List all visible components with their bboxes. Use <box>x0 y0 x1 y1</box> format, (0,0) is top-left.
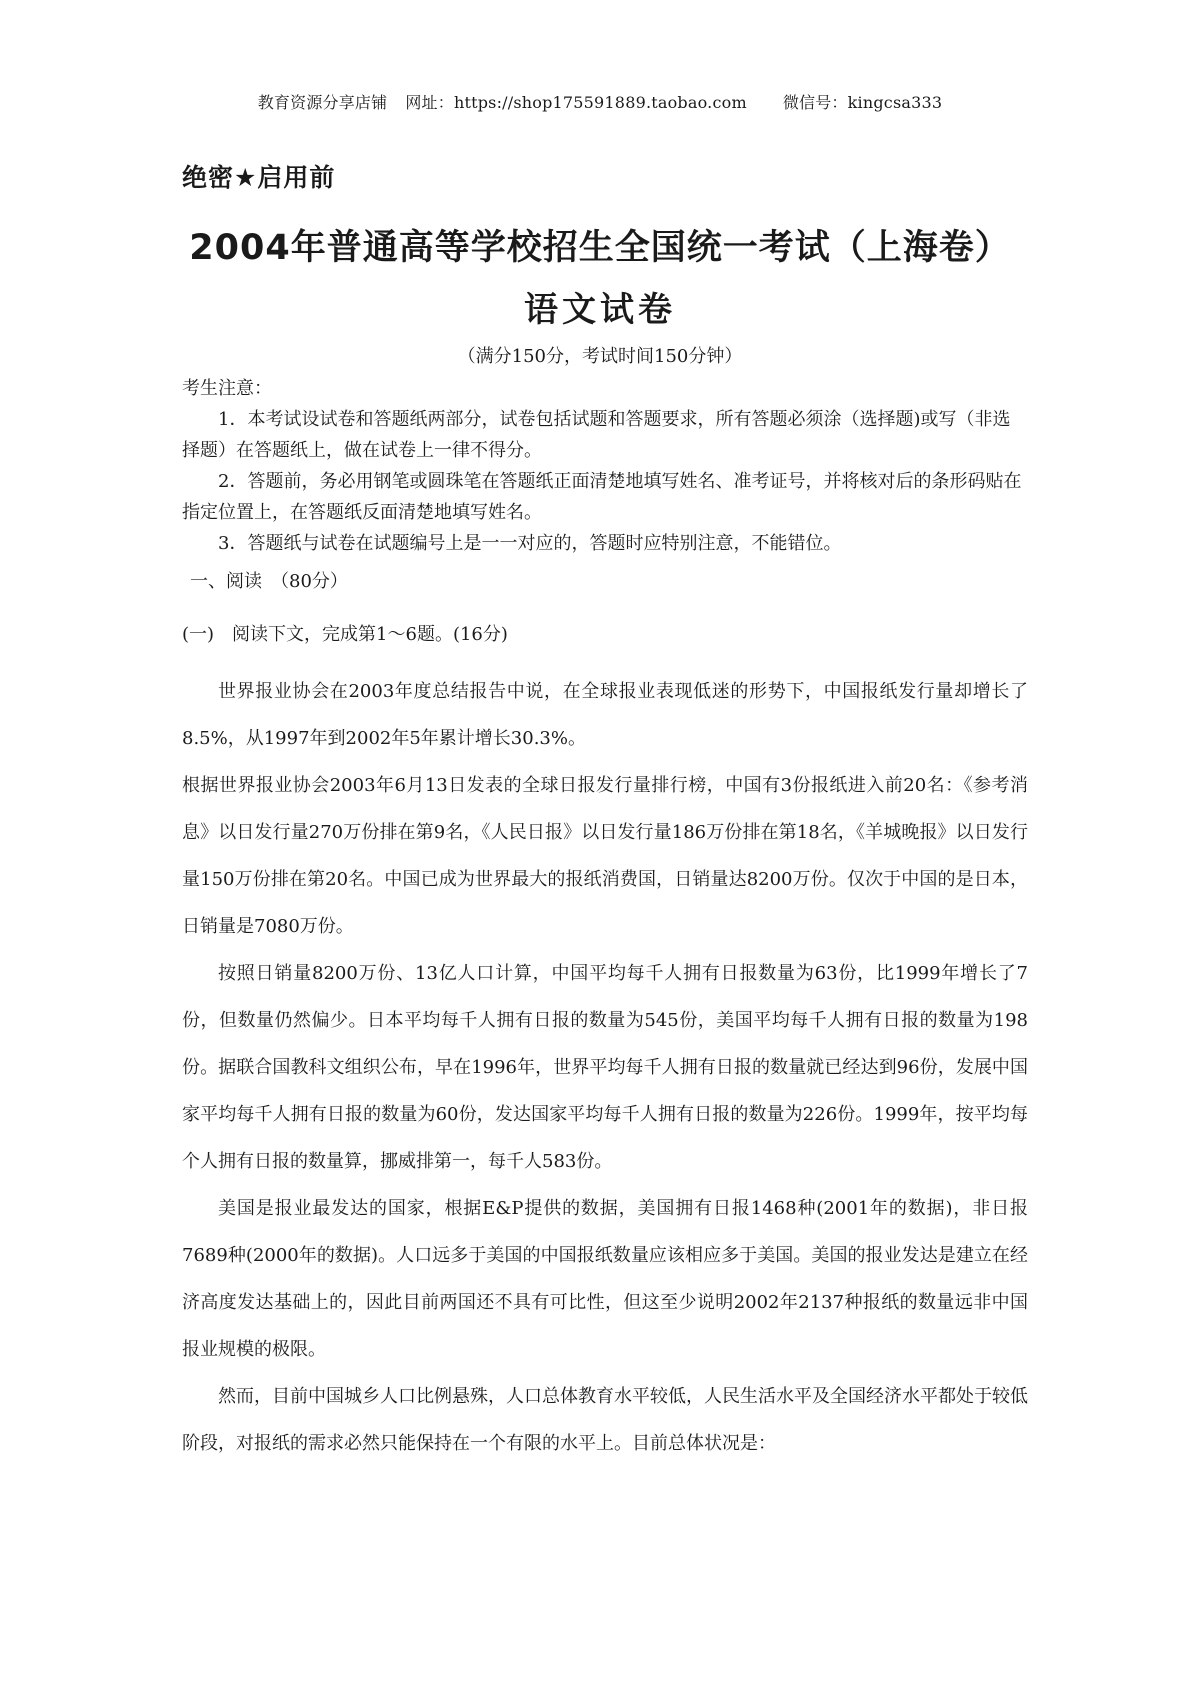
wechat-label: 微信号： <box>782 93 848 112</box>
paragraph-5: 然而，目前中国城乡人口比例悬殊，人口总体教育水平较低，人民生活水平及全国经济水平都处于较低阶段，对报纸的需求必然只能保持在一个有限的水平上。目前总体状况是： <box>182 1386 1028 1454</box>
paragraph-4: 美国是报业最发达的国家，根据E&P提供的数据，美国拥有日报1468种(2001年的数据)，非日报7689种(2000年的数据)。人口远多于美国的中国报纸数量应该相应多于美国。美国的报业发达是建立在经济高度发达基础上的，因此目前两国还不具有可比性，但这至少说明2002年2137种报纸的数量远非中国报业规模的极限。 <box>182 1198 1028 1360</box>
reading-passage <box>182 668 1028 1467</box>
score-note: （满分150分，考试时间150分钟） <box>457 346 743 367</box>
section-heading: 一、阅读 （80分） <box>190 571 348 592</box>
notice-item-3: 3．答题纸与试卷在试题编号上是一一对应的，答题时应特别注意，不能错位。 <box>218 533 842 554</box>
notice-heading: 考生注意： <box>182 378 272 399</box>
paragraph-2: 根据世界报业协会2003年6月13日发表的全球日报发行量排行榜，中国有3份报纸进入前20名：《参考消息》以日发行量270万份排在第9名，《人民日报》以日发行量186万份排在第18名，《羊城晚报》以日发行量150万份排在第20名。中国已成为世界最大的报纸消费国，日销量达8200万份。仅次于中国的是日本，日销量是7080万份。 <box>182 775 1028 937</box>
site-label: 网址： <box>405 93 454 112</box>
subsection-heading: (一) 阅读下文，完成第1～6题。(16分) <box>182 624 508 645</box>
paragraph-3: 按照日销量8200万份、13亿人口计算，中国平均每千人拥有日报数量为63份，比1999年增长了7份，但数量仍然偏少。日本平均每千人拥有日报的数量为545份，美国平均每千人拥有日报的数量为198份。据联合国教科文组织公布，早在1996年，世界平均每千人拥有日报的数量就已经达到96份，发展中国家平均每千人拥有日报的数量为60份，发达国家平均每千人拥有日报的数量为226份。1999年，按平均每个人拥有日报的数量算，挪威排第一，每千人583份。 <box>182 963 1028 1172</box>
wechat-id: kingcsa333 <box>847 93 943 112</box>
notice-block <box>182 373 1028 559</box>
secret-mark: 绝密★启用前 <box>182 163 336 192</box>
page-header <box>0 90 1200 113</box>
notice-item-2: 2．答题前，务必用钢笔或圆珠笔在答题纸正面清楚地填写姓名、准考证号，并将核对后的条形码贴在指定位置上，在答题纸反面清楚地填写姓名。 <box>182 471 1022 523</box>
paragraph-1: 世界报业协会在2003年度总结报告中说，在全球报业表现低迷的形势下，中国报纸发行量却增长了8.5%，从1997年到2002年5年累计增长30.3%。 <box>182 681 1028 749</box>
notice-item-1: 1．本考试设试卷和答题纸两部分，试卷包括试题和答题要求，所有答题必须涂（选择题)或写（非选择题）在答题纸上，做在试卷上一律不得分。 <box>182 409 1011 461</box>
exam-title: 2004年普通高等学校招生全国统一考试（上海卷） <box>189 228 1011 268</box>
shop-name: 教育资源分享店铺 <box>257 93 388 112</box>
shop-url[interactable]: https://shop175591889.taobao.com <box>453 93 747 112</box>
subject-title: 语文试卷 <box>524 290 676 330</box>
